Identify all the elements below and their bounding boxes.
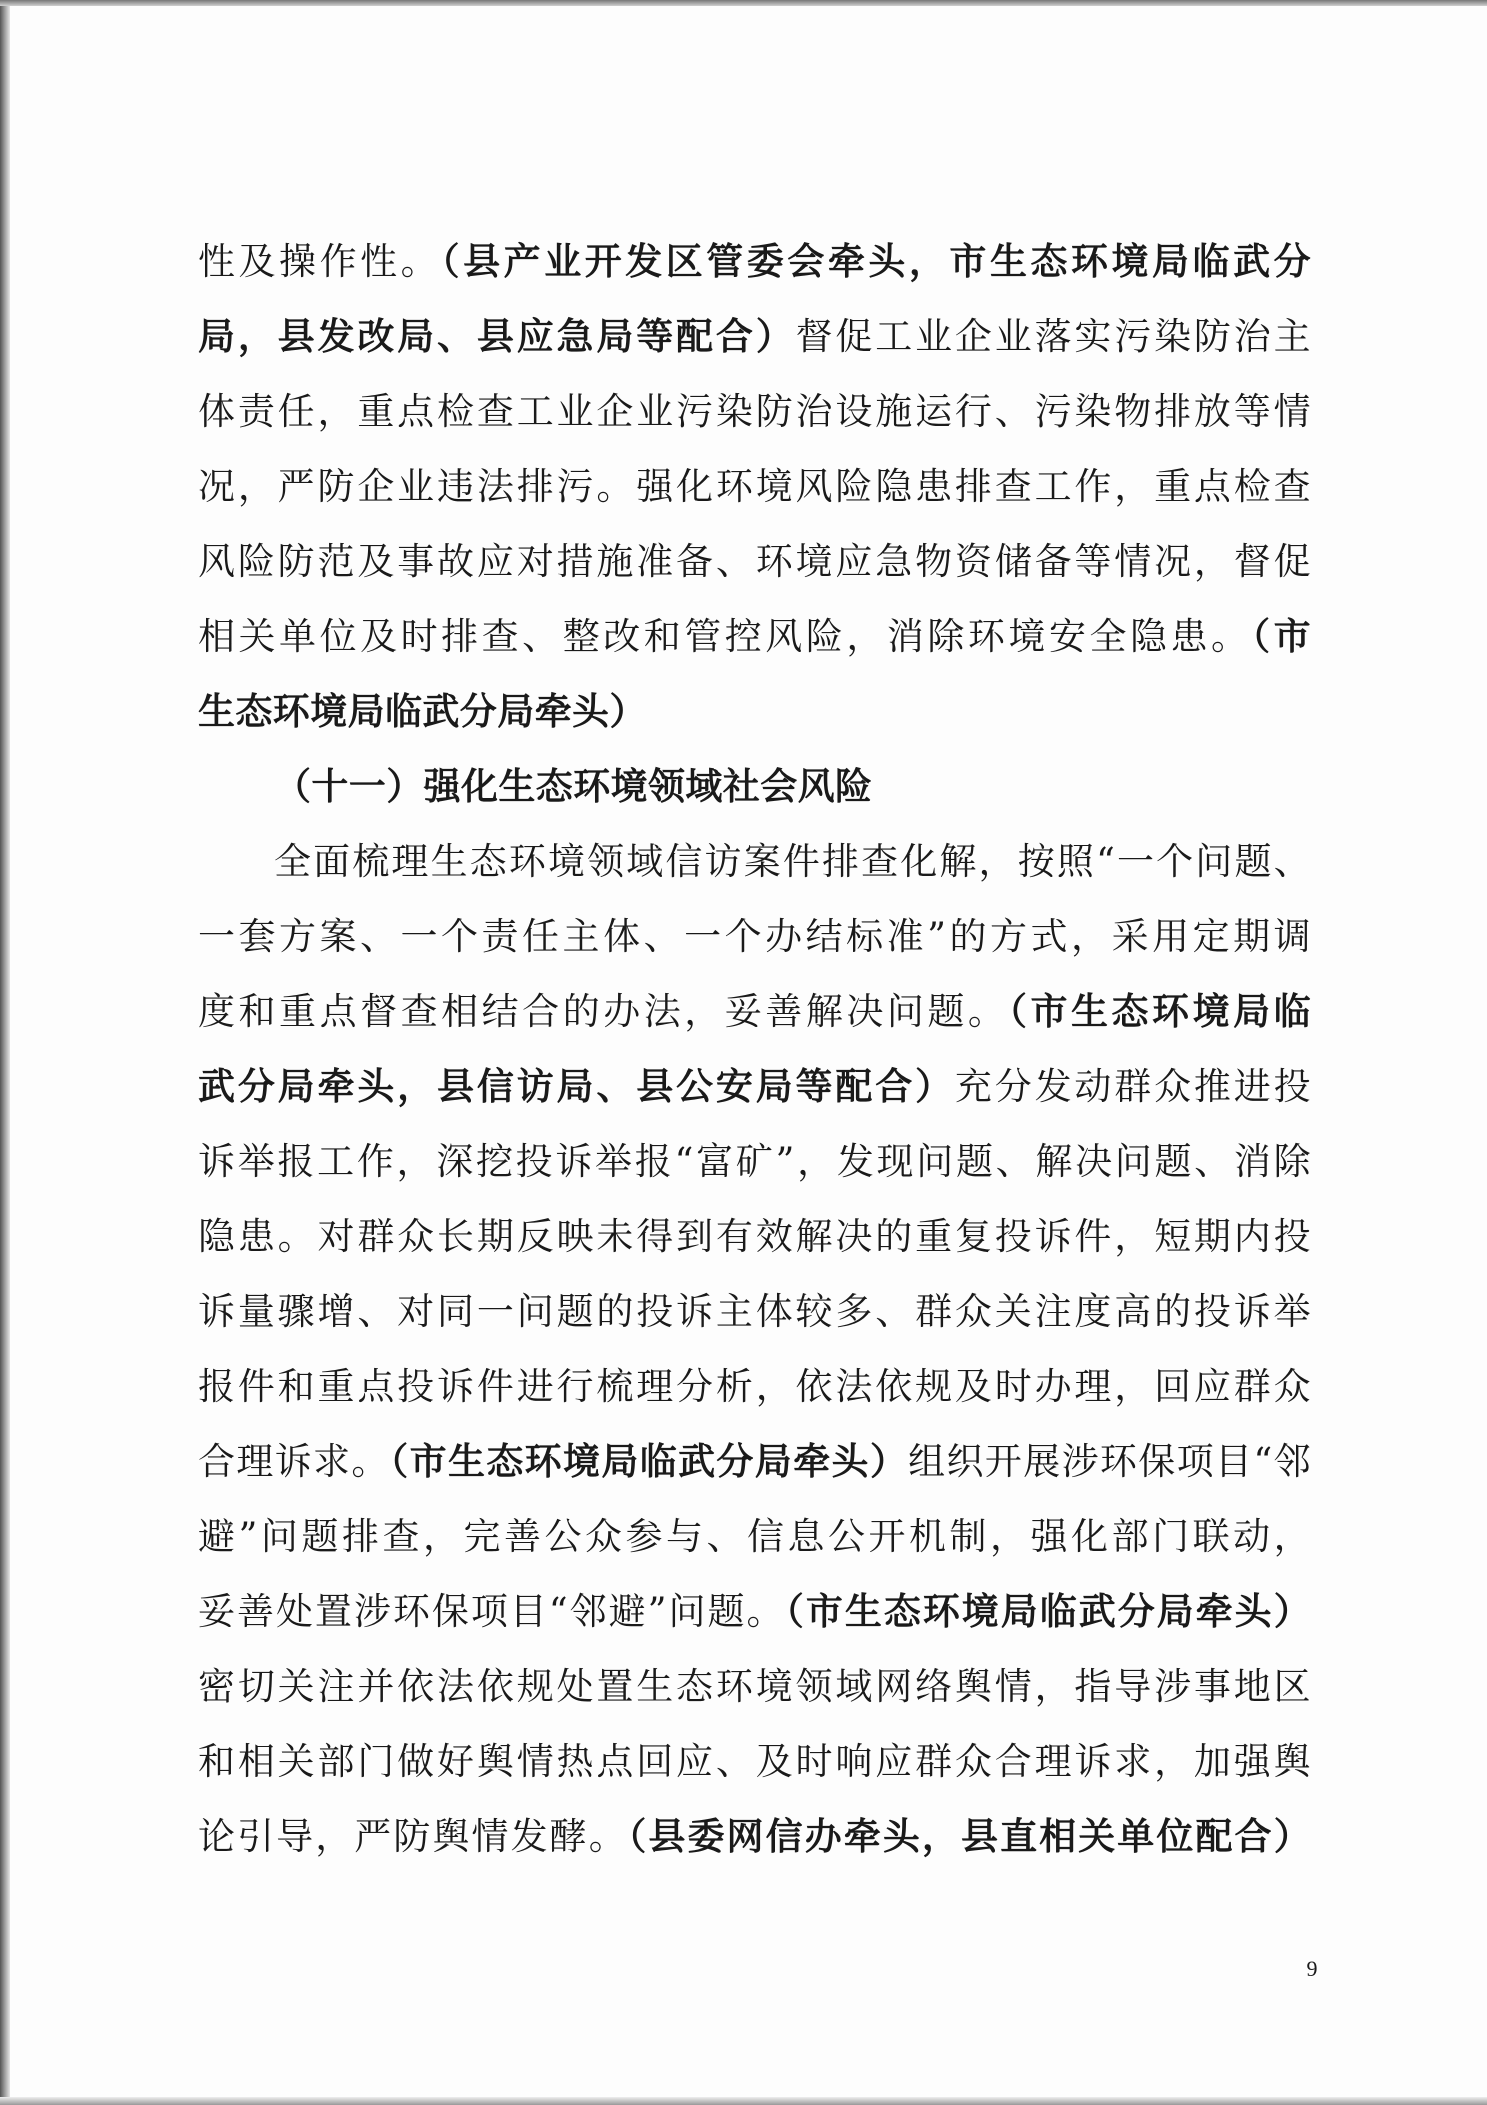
text-line	[198, 749, 1311, 824]
text-line	[198, 524, 1311, 599]
page-number: 9	[1306, 1956, 1318, 1981]
text-line	[198, 449, 1311, 524]
text-line	[198, 1124, 1311, 1199]
text-line	[198, 1649, 1311, 1724]
text-segment: 充分发动群众推进投	[954, 1065, 1311, 1108]
text-line	[198, 374, 1311, 449]
text-segment: 组织开展涉环保项目“邻	[908, 1440, 1311, 1483]
text-segment: 度和重点督查相结合的办法，妥善解决问题。	[198, 990, 1009, 1033]
text-line	[198, 1724, 1311, 1799]
text-segment: 隐患。对群众长期反映未得到有效解决的重复投诉件，短期内投	[198, 1215, 1311, 1258]
text-line	[198, 1049, 1311, 1124]
bold-text-segment: （十一）强化生态环境领域社会风险	[274, 765, 873, 808]
bold-text-segment: （市生态环境局临武分局牵头）	[389, 1440, 909, 1483]
bold-text-segment: 武分局牵头，县信访局、县公安局等配合）	[198, 1065, 955, 1108]
text-line	[198, 1799, 1311, 1874]
text-segment: 诉量骤增、对同一问题的投诉主体较多、群众关注度高的投诉举	[198, 1290, 1311, 1333]
text-segment: 妥善处置涉环保项目“邻避”问题。	[198, 1590, 786, 1633]
text-line	[198, 899, 1311, 974]
scan-edge-top	[0, 0, 1487, 6]
text-line	[198, 299, 1311, 374]
scan-edge-left	[0, 0, 10, 2105]
bold-text-segment: （县委网信办牵头，县直相关单位配合）	[627, 1815, 1311, 1858]
text-segment: 避”问题排查，完善公众参与、信息公开机制，强化部门联动，	[198, 1515, 1311, 1558]
scan-edge-bottom	[0, 2097, 1487, 2105]
text-segment: 相关单位及时排查、整改和管控风险，消除环境安全隐患。	[198, 615, 1252, 658]
text-line	[198, 1499, 1311, 1574]
document-body	[198, 224, 1311, 1874]
bold-text-segment: （市	[1251, 615, 1311, 658]
text-segment: 和相关部门做好舆情热点回应、及时响应群众合理诉求，加强舆	[198, 1740, 1311, 1783]
text-segment: 报件和重点投诉件进行梳理分析，依法依规及时办理，回应群众	[198, 1365, 1311, 1408]
text-segment: 况，严防企业违法排污。强化环境风险隐患排查工作，重点检查	[198, 465, 1311, 508]
text-line	[198, 1424, 1311, 1499]
text-segment: 诉举报工作，深挖投诉举报“富矿”，发现问题、解决问题、消除	[198, 1140, 1311, 1183]
text-line	[198, 974, 1311, 1049]
text-line	[198, 674, 1311, 749]
bold-text-segment: 局，县发改局、县应急局等配合）	[198, 315, 796, 358]
text-line	[198, 1274, 1311, 1349]
text-segment: 合理诉求。	[198, 1440, 390, 1483]
text-segment: 体责任，重点检查工业企业污染防治设施运行、污染物排放等情	[198, 390, 1311, 433]
text-segment: 督促工业企业落实污染防治主	[795, 315, 1311, 358]
bold-text-segment: （县产业开发区管委会牵头，市生态环境局临武分	[441, 240, 1311, 283]
text-line	[198, 224, 1311, 299]
bold-text-segment: （市生态环境局临	[1008, 990, 1311, 1033]
text-line	[198, 1199, 1311, 1274]
text-line	[198, 1574, 1311, 1649]
text-segment: 论引导，严防舆情发酵。	[198, 1815, 628, 1858]
bold-text-segment: 生态环境局临武分局牵头）	[198, 690, 647, 733]
text-segment: 风险防范及事故应对措施准备、环境应急物资储备等情况，督促	[198, 540, 1311, 583]
text-segment: 性及操作性。	[198, 240, 442, 283]
text-segment: 一套方案、一个责任主体、一个办结标准”的方式，采用定期调	[198, 915, 1311, 958]
text-line	[198, 824, 1311, 899]
text-segment: 全面梳理生态环境领域信访案件排查化解，按照“一个问题、	[274, 840, 1311, 883]
text-line	[198, 1349, 1311, 1424]
bold-text-segment: （市生态环境局临武分局牵头）	[785, 1590, 1311, 1633]
text-segment: 密切关注并依法依规处置生态环境领域网络舆情，指导涉事地区	[198, 1665, 1311, 1708]
text-line	[198, 599, 1311, 674]
